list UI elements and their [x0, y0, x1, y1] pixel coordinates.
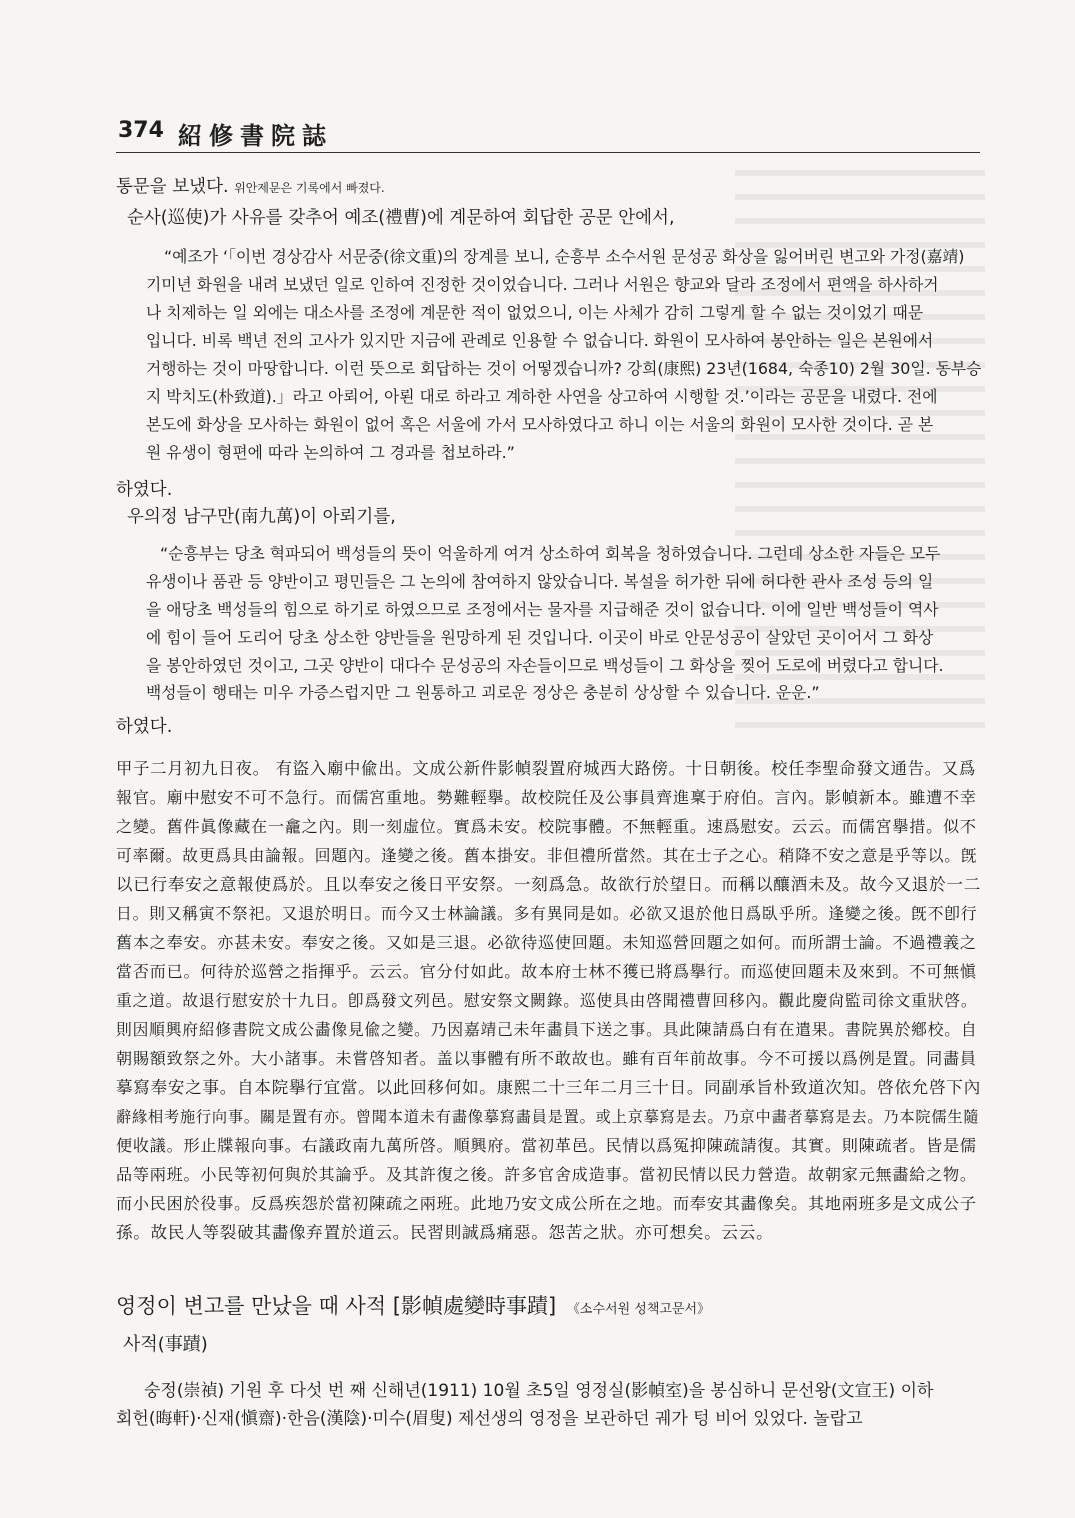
quote1-line: 거행하는 것이 마땅합니다. 이런 뜻으로 회답하는 것이 어떻겠습니까? 강희(康熙) 23년(1684, 숙종10) 2월 30일. 동부승 — [146, 359, 982, 378]
hanja-line: 重之道。故退行慰安於十九日。卽爲發文列邑。慰安祭文闕錄。巡使具由啓聞禮曹回移內。觀此慶尙監司徐文重狀啓。 — [116, 991, 978, 1010]
quote2-line: 에 힘이 들어 도리어 당초 상소한 양반들을 원망하게 된 것입니다. 이곳이 바로 안문성공이 살았던 곳이어서 그 화상 — [146, 628, 934, 647]
hanja-line: 而小民困於役事。反爲疾怨於當初陳疏之兩班。此地乃安文成公所在之地。而奉安其畵像矣。其地兩班多是文成公子 — [116, 1194, 977, 1213]
hanja-line: 便收議。形止牒報向事。右議政南九萬所啓。順興府。當初革邑。民情以爲冤抑陳疏請復。其實。則陳疏者。皆是儒 — [116, 1136, 977, 1155]
hanja-line: 之變。舊件眞像藏在一龕之內。則一刻虛位。實爲未安。校院事體。不無輕重。速爲慰安。云云。而儒宮擧措。似不 — [116, 817, 977, 836]
hanja-line: 摹寫奉安之事。自本院擧行宜當。以此回移何如。康熙二十三年二月三十日。同副承旨朴致道次知。啓依允啓下內 — [116, 1078, 981, 1097]
quote2-line: 을 애당초 백성들의 힘으로 하기로 하였으므로 조정에서는 물자를 지급해준 것이 없습니다. 이에 일반 백성들이 역사 — [146, 600, 939, 619]
quote1-line: 지 박치도(朴致道).」라고 아뢰어, 아뢴 대로 하라고 계하한 사연을 상고하여 시행할 것.’이라는 공문을 내렸다. 전에 — [146, 387, 938, 406]
quote1-line: 나 치제하는 일 외에는 대소사를 조정에 계문한 적이 없었으니, 이는 사체가 감히 그렇게 할 수 없는 것이었기 때문 — [146, 303, 924, 322]
quote1-line: 본도에 화상을 모사하는 화원이 없어 혹은 서울에 가서 모사하였다고 하니 이는 서울의 화원이 모사한 것이다. 곧 본 — [146, 415, 934, 434]
hanja-line: 則因順興府紹修書院文成公畵像見偸之變。乃因嘉靖己未年畵員下送之事。具此陳請爲白有在遣果。書院異於鄕校。自 — [116, 1020, 978, 1039]
book-title: 紹修書院誌 — [178, 121, 333, 150]
hanja-line: 舊本之奉安。亦甚未安。奉安之後。又如是三退。必欲待巡使回題。未知巡營回題之如何。而所謂士論。不過禮義之 — [116, 933, 977, 952]
hanja-line: 甲子二月初九日夜。 有盜入廟中偸出。文成公新件影幀裂置府城西大路傍。十日朝後。校任李聖命發文通告。又爲 — [116, 759, 977, 778]
hanja-line: 品等兩班。小民等初何與於其論乎。及其許復之後。許多官舍成造事。當初民情以民力營造。故朝家元無畵給之物。 — [116, 1165, 977, 1184]
quote1-line: “예조가 ‘「이번 경상감사 서문중(徐文重)의 장계를 보니, 순흥부 소수서원 문성공 화상을 잃어버린 변고와 가정(嘉靖) — [164, 247, 965, 266]
quote2-line: “순흥부는 당초 혁파되어 백성들의 뜻이 억울하게 여겨 상소하여 회복을 청하였습니다. 그런데 상소한 자들은 모두 — [160, 544, 941, 563]
hanja-line: 當否而已。何待於巡營之指揮乎。云云。官分付如此。故本府士林不獲已將爲擧行。而巡使回題未及來到。不可無愼 — [116, 962, 977, 981]
intro-note: 위안제문은 기록에서 빠졌다. — [234, 181, 385, 195]
quote1-line: 기미년 화원을 내려 보냈던 일로 인하여 진정한 것이었습니다. 그러나 서원은 향교와 달라 조정에서 편액을 하사하거 — [146, 275, 939, 294]
section-title: 영정이 변고를 만났을 때 사적 [影幀處變時事蹟] 《소수서원 성책고문서》 — [116, 1294, 711, 1318]
quote2-line: 을 봉안하였던 것이고, 그곳 양반이 대다수 문성공의 자손들이므로 백성들이 그 화상을 찢어 도로에 버렸다고 합니다. — [146, 656, 944, 675]
quote1-line: 원 유생이 형편에 따라 논의하여 그 경과를 첩보하라.” — [146, 443, 515, 462]
quote2-line: 유생이나 품관 등 양반이고 평민들은 그 논의에 참여하지 않았습니다. 복설을 허가한 뒤에 허다한 관사 조성 등의 일 — [146, 572, 934, 591]
intro-line-1: 통문을 보냈다. 위안제문은 기록에서 빠졌다. — [116, 177, 385, 197]
after-quote-1: 하였다. — [116, 480, 173, 500]
hanja-line: 朝賜額致祭之外。大小諸事。未嘗啓知者。盖以事體有所不敢故也。雖有百年前故事。今不可援以爲例是置。同畵員 — [116, 1049, 977, 1068]
hanja-line: 辭緣相考施行向事。關是置有亦。曾聞本道未有畵像摹寫畵員是置。或上京摹寫是去。乃京中畵者摹寫是去。乃本院儒生隨 — [116, 1108, 980, 1126]
quote1-line: 입니다. 비록 백년 전의 고사가 있지만 지금에 관례로 인용할 수 없습니다. 화원이 모사하여 봉안하는 일은 본원에서 — [146, 331, 934, 350]
hanja-line: 以已行奉安之意報使爲於。且以奉安之後日平安祭。一刻爲急。故欲行於望日。而稱以釀酒未及。故今又退於一二 — [116, 875, 981, 894]
after-quote-2: 하였다. — [116, 717, 173, 737]
hanja-line: 孫。故民人等裂破其畵像弃置於道云。民習則誠爲痛惡。怨苦之狀。亦可想矣。云云。 — [116, 1223, 774, 1242]
closing-line: 숭정(崇禎) 기원 후 다섯 번 째 신해년(1911) 10월 초5일 영정실(影幀室)을 봉심하니 문선왕(文宣王) 이하 — [144, 1381, 934, 1401]
intro-line-3: 우의정 남구만(南九萬)이 아뢰기를, — [127, 507, 396, 527]
closing-line: 회헌(晦軒)·신재(愼齋)·한음(漢陰)·미수(眉叟) 제선생의 영정을 보관하던 궤가 텅 비어 있었다. 놀랍고 — [116, 1409, 863, 1429]
section-source: 《소수서원 성책고문서》 — [566, 1302, 711, 1317]
section-subtitle: 사적(事蹟) — [123, 1334, 208, 1355]
page-number: 374 — [118, 118, 164, 143]
page-header — [116, 112, 980, 153]
intro-line-2: 순사(巡使)가 사유를 갖추어 예조(禮曹)에 계문하여 회답한 공문 안에서, — [127, 208, 675, 228]
hanja-line: 日。則又稱寅不祭祀。又退於明日。而今又士林論議。多有異同是如。必欲又退於他日爲臥乎所。逢變之後。旣不卽行 — [116, 904, 978, 923]
hanja-line: 可率爾。故更爲具由論報。回題內。逢變之後。舊本掛安。非但禮所當然。其在士子之心。稍降不安之意是乎等以。旣 — [116, 846, 978, 865]
hanja-line: 報官。廟中慰安不可不急行。而儒宮重地。勢難輕擧。故校院任及公事員齊進稟于府伯。言內。影幀新本。雖遭不幸 — [116, 788, 977, 807]
quote2-line: 백성들이 행태는 미우 가증스럽지만 그 원통하고 괴로운 정상은 충분히 상상할 수 있습니다. 운운.” — [146, 683, 820, 702]
